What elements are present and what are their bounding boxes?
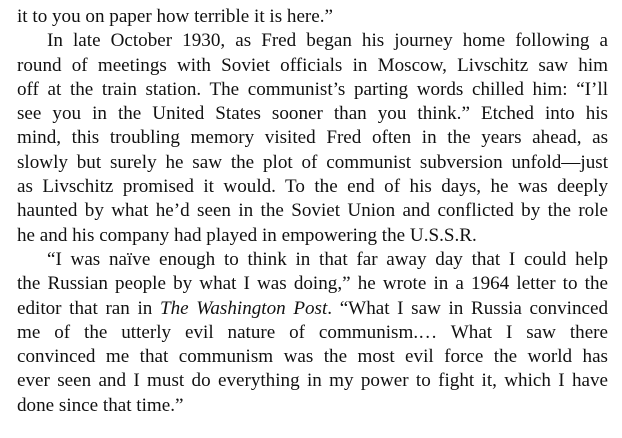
- text-line: the Russian people by what I was doing,” he wrote in a 1964 letter to the: [17, 273, 608, 295]
- text-line-with-citation: [17, 297, 608, 321]
- text-line: it to you on paper how terrible it is here.”: [17, 6, 334, 27]
- text-line: round of meetings with Soviet officials in Moscow, Livschitz saw him: [17, 54, 608, 76]
- text-line: off at the train station. The communist’s parting words chilled him: “I’ll: [17, 78, 608, 100]
- text-line: haunted by what he’d seen in the Soviet Union and conflicted by the role: [17, 200, 608, 222]
- text-segment: editor that ran in: [17, 297, 160, 319]
- text-line: In late October 1930, as Fred began his journey home following a: [47, 30, 608, 52]
- text-line: see you in the United States sooner than you think.” Etched into his: [17, 103, 608, 125]
- text-segment: . “What I saw in Russia convinced: [327, 297, 609, 319]
- paragraph-october-1930: [17, 29, 608, 248]
- text-line: mind, this troubling memory visited Fred often in the years ahead, as: [17, 127, 608, 149]
- paragraph-continuation: [17, 5, 608, 29]
- text-line: “I was naïve enough to think in that far away day that I could help: [47, 248, 608, 270]
- text-line: he and his company had played in empowering the U.S.S.R.: [17, 224, 477, 246]
- text-line: slowly but surely he saw the plot of communist subversion unfold—just: [17, 151, 608, 173]
- text-line: ever seen and I must do everything in my power to fight it, which I have: [17, 370, 608, 392]
- text-line: as Livschitz promised it would. To the end of his days, he was deeply: [17, 176, 608, 198]
- publication-title: The Washington Post: [159, 297, 328, 319]
- paragraph-1964-letter: [17, 248, 608, 418]
- text-line: done since that time.”: [17, 394, 184, 416]
- text-line: convinced me that communism was the most evil force the world has: [17, 346, 608, 368]
- text-line: me of the utterly evil nature of communism.… What I saw there: [17, 321, 608, 343]
